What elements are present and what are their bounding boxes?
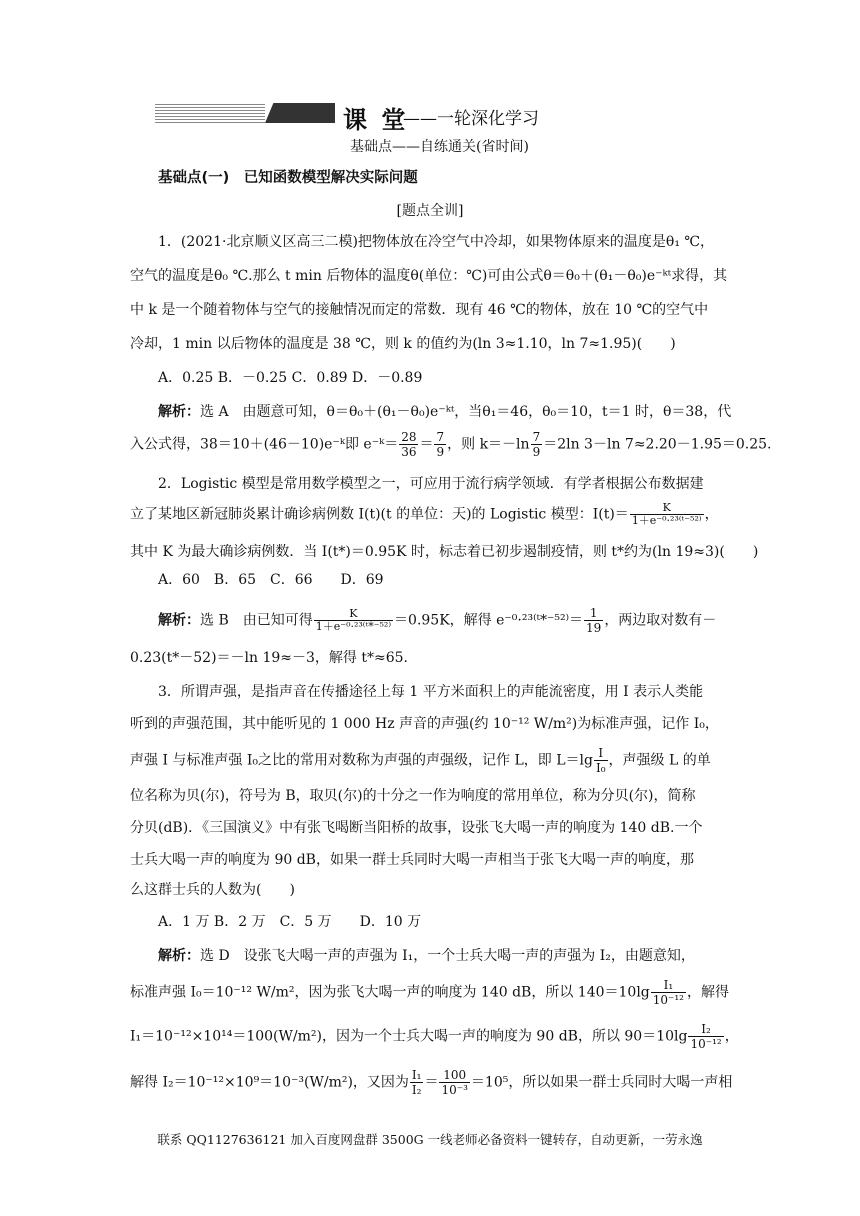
fraction-denominator: 1＋e⁻⁰·²³⁽ᵗ⁻⁵²⁾ (631, 514, 702, 527)
answer-label: 解析： (158, 948, 200, 964)
q3-answer-part: ，解得 (687, 984, 729, 1001)
q3-answer-line-3 (130, 1022, 740, 1051)
q1-line-1: 1．(2021·北京顺义区高三二模)把物体放在冷空气中冷却，如果物体原来的温度是θ₁ ℃， (158, 234, 715, 250)
fraction-numerator: K (314, 608, 393, 621)
fraction (314, 608, 393, 633)
fraction-numerator: I₂ (688, 1022, 723, 1037)
q3-line-4: 位名称为贝(尔)，符号为 B，取贝(尔)的十分之一作为响度的常用单位，称为分贝(尔)，简称 (130, 788, 696, 804)
q2-line-1: 2．Logistic 模型是常用数学模型之一，可应用于流行病学领域．有学者根据公布数据建 (158, 476, 704, 492)
fraction (651, 978, 686, 1007)
bracket-label: [题点全训] (396, 203, 464, 219)
q3-answer-line-1 (158, 946, 768, 966)
q3-line-5: 分贝(dB)．《三国演义》中有张飞喝断当阳桥的故事，设张飞大喝一声的响度为 140 dB.一个 (130, 820, 703, 836)
section-name: 课 堂 (343, 106, 409, 134)
header-bar-decoration (265, 103, 335, 123)
q1-choices: A．0.25 B．－0.25 C．0.89 D．－0.89 (158, 370, 423, 386)
q3-answer-part: 标准声强 I₀＝10⁻¹² W/m²，因为张飞大喝一声的响度为 140 dB，所以 140＝10lg (130, 984, 650, 1001)
fraction-numerator: 100 (439, 1068, 469, 1083)
q2-answer-part: ＝0.95K，解得 e⁻⁰·²³⁽ᵗ*⁻⁵²⁾＝ (394, 612, 584, 629)
section-subtitle: ——一轮深化学习 (403, 109, 539, 129)
fraction (399, 430, 418, 459)
q1-answer-part: ＝2ln 3－ln 7≈2.20－1.95＝0.25. (543, 436, 772, 453)
fraction-numerator: I₁ (651, 978, 686, 993)
fraction-denominator: 1＋e⁻⁰·²³⁽ᵗ*⁻⁵²⁾ (315, 620, 392, 633)
q1-answer-part: ，则 k＝－ln (447, 436, 530, 453)
q3-answer-part: ＝10⁵，所以如果一群士兵同时大喝一声相 (470, 1074, 733, 1091)
fraction (584, 606, 603, 635)
fraction-numerator: K (630, 502, 704, 515)
fraction-numerator: 28 (401, 430, 417, 444)
fraction-denominator: I₂ (411, 1083, 422, 1097)
fraction-denominator: 9 (436, 445, 445, 459)
fraction (434, 430, 446, 459)
q3-answer-part: I₁＝10⁻¹²×10¹⁴＝100(W/m²)，因为一个士兵大喝一声的响度为 90 dB，所以 90＝10lg (130, 1028, 688, 1045)
q2-text-part: ， (704, 506, 719, 523)
q1-line-2: 空气的温度是θ₀ ℃.那么 t min 后物体的温度θ(单位：℃)可由公式θ＝θ₀＋(θ₁－θ₀)e⁻ᵏᵗ求得，其 (130, 268, 728, 284)
fraction-denominator: 19 (586, 621, 602, 635)
q1-answer-line-1 (158, 402, 768, 422)
fraction-denominator: 36 (401, 445, 417, 459)
q1-answer-line-2 (130, 430, 772, 459)
q2-answer-part: 选 B 由已知可得 (200, 612, 313, 629)
topic-title: 基础点(一) 已知函数模型解决实际问题 (158, 170, 418, 186)
section-header (155, 100, 600, 134)
q2-text-part: 立了某地区新冠肺炎累计确诊病例数 I(t)(t 的单位：天)的 Logistic 模型：I(t)＝ (130, 506, 629, 523)
q2-answer-line-1 (158, 606, 768, 635)
fraction-numerator: I (594, 746, 608, 761)
fraction-numerator: 7 (436, 430, 445, 444)
q3-line-7: 么这群士兵的人数为( ) (130, 882, 295, 898)
q3-answer-line-4 (130, 1068, 740, 1097)
q1-answer-text: 选 A 由题意可知，θ＝θ₀＋(θ₁－θ₀)e⁻ᵏᵗ，当θ₁＝46，θ₀＝10，t＝1 时，θ＝38，代 (200, 404, 732, 420)
q3-answer-part: 解得 I₂＝10⁻¹²×10⁹＝10⁻³(W/m²)，又因为 (130, 1074, 409, 1091)
q3-answer-line-2 (130, 978, 740, 1007)
header-stripes-decoration (155, 103, 265, 123)
q2-line-3: 其中 K 为最大确诊病例数．当 I(t*)＝0.95K 时，标志着已初步遏制疫情，则 t*约为(ln 19≈3)( ) (130, 544, 759, 560)
q2-line-2 (130, 502, 740, 527)
fraction-denominator: 10⁻¹² (690, 1037, 722, 1051)
fraction-numerator: I₁ (411, 1068, 422, 1082)
fraction (531, 430, 543, 459)
q3-answer-text: 选 D 设张飞大喝一声的声强为 I₁，一个士兵大喝一声的声强为 I₂，由题意知， (200, 948, 695, 964)
q2-answer-line-2: 0.23(t*－52)＝－ln 19≈－3，解得 t*≈65. (130, 650, 409, 666)
q1-line-3: 中 k 是一个随着物体与空气的接触情况而定的常数．现有 46 ℃的物体，放在 10 ℃的空气中 (130, 302, 709, 318)
q2-choices: A．60 B．65 C．66 D．69 (158, 572, 384, 588)
fraction (630, 502, 704, 527)
footer-note: 联系 QQ1127636121 加入百度网盘群 3500G 一线老师必备资料一键转存，自动更新，一劳永逸 (157, 1132, 703, 1147)
q3-choices: A．1 万 B．2 万 C．5 万 D．10 万 (158, 914, 422, 930)
fraction (594, 746, 608, 775)
q3-line-1: 3．所谓声强，是指声音在传播途径上每 1 平方米面积上的声能流密度，用 I 表示人类能 (158, 684, 704, 700)
fraction-denominator: I₀ (595, 761, 606, 775)
q3-text-part: 声强 I 与标准声强 I₀之比的常用对数称为声强的声强级，记作 L，即 L＝lg (130, 752, 593, 769)
fraction-denominator: 10⁻³ (441, 1083, 468, 1097)
q2-answer-part: ，两边取对数有－ (604, 612, 717, 629)
fraction (688, 1022, 723, 1051)
q3-line-3 (130, 746, 740, 775)
fraction-numerator: 1 (584, 606, 603, 621)
fraction (410, 1068, 424, 1097)
answer-label: 解析： (158, 404, 200, 420)
sub-header: 基础点——自练通关(省时间) (350, 139, 529, 155)
q1-line-4: 冷却，1 min 以后物体的温度是 38 ℃，则 k 的值约为(ln 3≈1.10，ln 7≈1.95)( ) (130, 336, 676, 352)
fraction-denominator: 9 (532, 445, 541, 459)
answer-label: 解析： (158, 612, 200, 629)
q3-line-6: 士兵大喝一声的响度为 90 dB，如果一群士兵同时大喝一声相当于张飞大喝一声的响度，那 (130, 852, 694, 868)
q3-answer-part: ＝ (424, 1074, 439, 1091)
fraction (439, 1068, 469, 1097)
fraction-denominator: 10⁻¹² (652, 993, 684, 1007)
q3-answer-part: ， (724, 1028, 739, 1045)
q1-answer-part: 入公式得，38＝10＋(46－10)e⁻ᵏ即 e⁻ᵏ＝ (130, 436, 399, 453)
fraction-numerator: 7 (532, 430, 541, 444)
q3-text-part: ，声强级 L 的单 (608, 752, 711, 769)
q1-answer-part: ＝ (419, 436, 434, 453)
q3-line-2: 听到的声强范围，其中能听见的 1 000 Hz 声音的声强(约 10⁻¹² W/m²)为标准声强，记作 I₀， (130, 716, 719, 732)
